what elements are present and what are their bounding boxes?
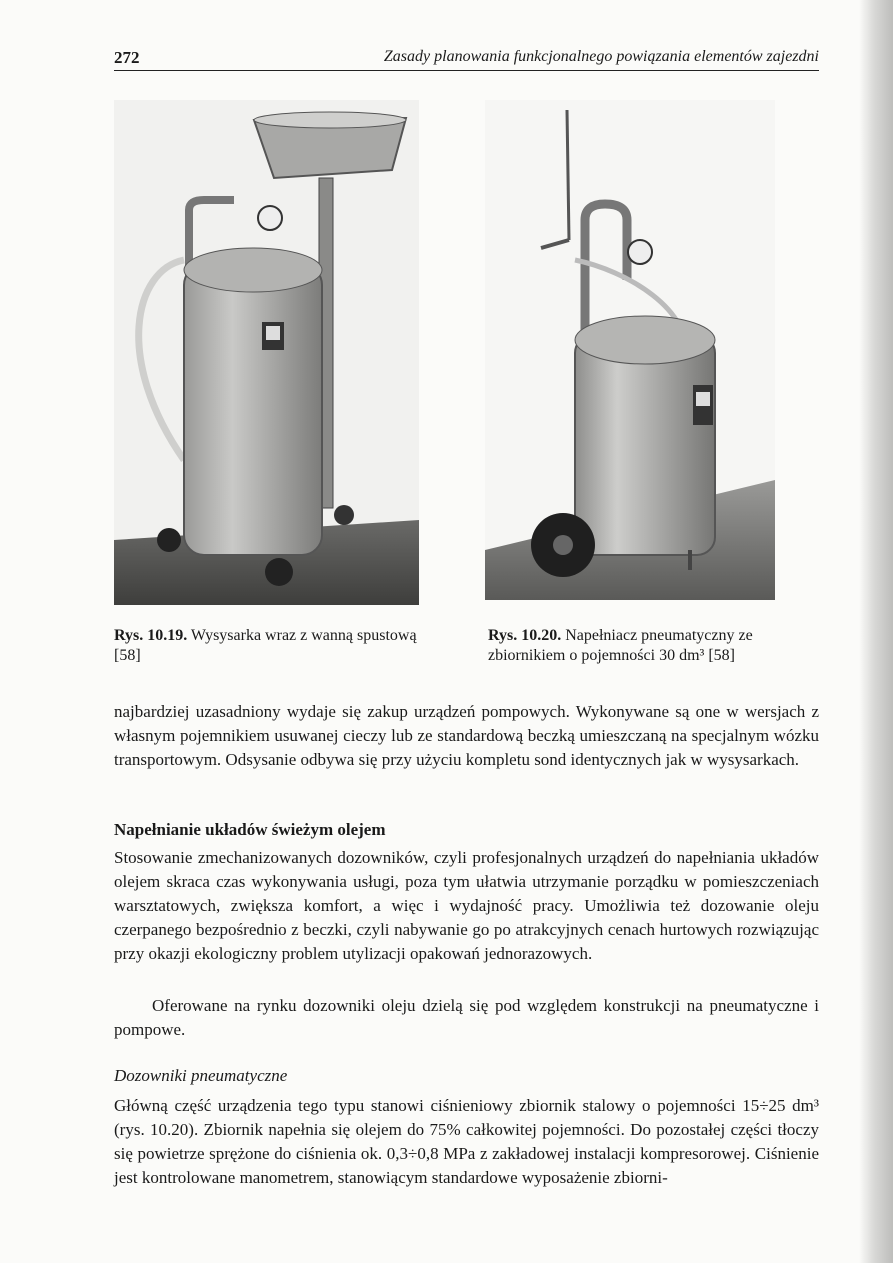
figure-label: Rys. 10.20. xyxy=(488,627,562,644)
oil-extractor-photo-icon xyxy=(114,100,419,605)
subsection-heading: Dozowniki pneumatyczne xyxy=(114,1066,288,1085)
pneumatic-filler-photo-icon xyxy=(485,100,775,600)
figure-caption-10-19 xyxy=(114,626,434,666)
paragraph: Główną część urządzenia tego typu stanowi ciśnieniowy zbiornik stalowy o pojemności 15÷25 dm³ (rys. 10.20). Zbiornik napełnia się olejem do 75% całkowitej pojemności. Do pozostałej części tłoczy się powietrze sprężone do ciśnienia ok. 0,3÷0,8 MPa z zakładowej instalacji kompresorowej. Ciśnienie jest kontrolowane manometrem, stanowiącym standardowe wyposażenie zbiorni- xyxy=(114,1096,819,1187)
page-number: 272 xyxy=(114,48,140,67)
paragraph: Oferowane na rynku dozowniki oleju dzielą się pod względem konstrukcji na pneumatyczne i pompowe. xyxy=(114,996,819,1039)
figure-pneumatic-filler xyxy=(485,100,775,600)
page-edge-shadow xyxy=(859,0,893,1263)
figure-caption-10-20 xyxy=(488,626,818,666)
section-heading: Napełnianie układów świeżym olejem xyxy=(114,820,386,839)
figure-oil-extractor xyxy=(114,100,419,605)
paragraph: Stosowanie zmechanizowanych dozowników, czyli profesjonalnych urządzeń do napełniania układów olejem skraca czas wykonywania usługi, poza tym ułatwia utrzymanie porządku w pomieszczeniach warsztatowych, zwiększa komfort, a więc i wydajność pracy. Umożliwia też dozowanie oleju czerpanego bezpośrednio z beczki, czyli nabywanie go po atrakcyjnych cenach hurtowych rozwiązując przy okazji ekologiczny problem utylizacji opakowań jednorazowych. xyxy=(114,848,819,963)
paragraph: najbardziej uzasadniony wydaje się zakup urządzeń pompowych. Wykonywane są one w wersjach z własnym pojemnikiem usuwanej cieczy lub ze standardową beczką umieszczaną na specjalnym wózku transportowym. Odsysanie odbywa się przy użyciu kompletu sond identycznych jak w wysysarkach. xyxy=(114,702,819,769)
running-title: Zasady planowania funkcjonalnego powiązania elementów zajezdni xyxy=(383,48,819,65)
figure-caption-text: Wysysarka wraz z wanną spustową [58] xyxy=(114,627,417,664)
figure-caption-text: Napełniacz pneumatyczny ze zbiornikiem o pojemności 30 dm³ [58] xyxy=(488,627,753,664)
page-header xyxy=(114,40,819,71)
figure-label: Rys. 10.19. xyxy=(114,627,188,644)
